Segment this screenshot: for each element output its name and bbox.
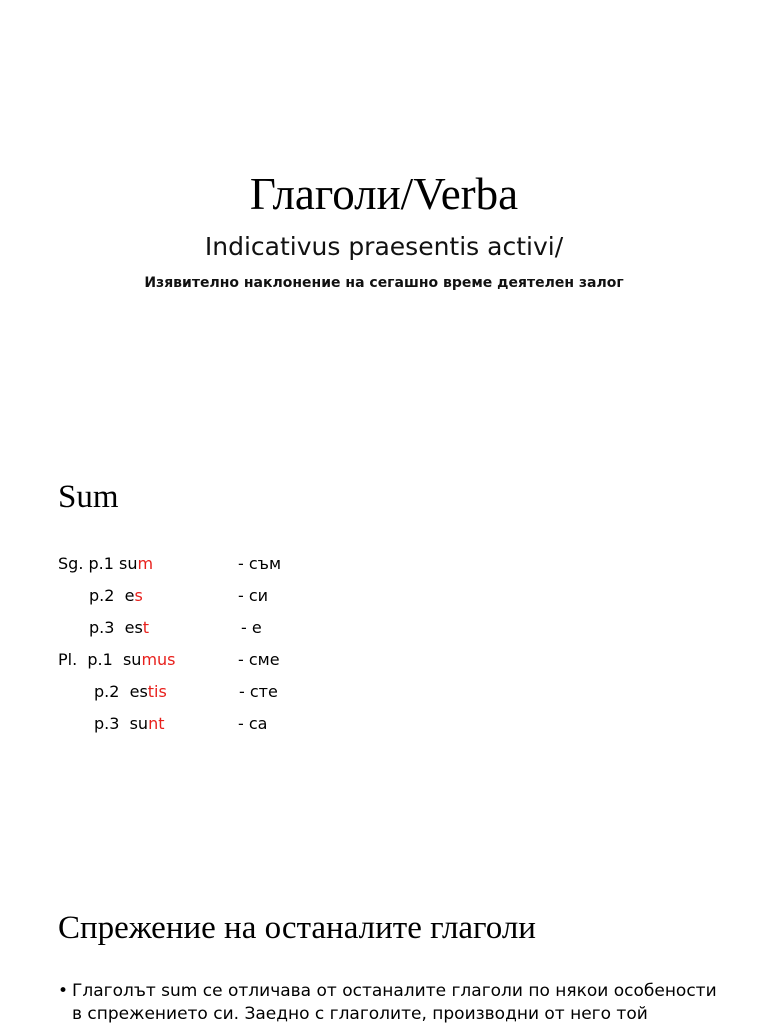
- verb-ending: mus: [141, 650, 176, 669]
- bullet-icon: •: [58, 981, 69, 1001]
- translation: - е: [241, 618, 262, 637]
- verb-form: p.3 sunt: [94, 714, 165, 733]
- sum-slide: [0, 445, 768, 845]
- conjugation-slide: [0, 850, 768, 1024]
- verb-ending: nt: [148, 714, 165, 733]
- translation: - си: [238, 586, 269, 605]
- sum-heading: Sum: [58, 479, 119, 515]
- bullet-item: [58, 980, 748, 1003]
- slide-title: Глаголи/Verba: [249, 169, 519, 219]
- bullet-continuation: [58, 1003, 748, 1024]
- title-slide: [0, 0, 768, 440]
- verb-form: p.3 est: [89, 618, 150, 637]
- translation: - са: [238, 714, 268, 733]
- translation: - съм: [238, 554, 282, 573]
- verb-form: Sg. p.1 sum: [58, 554, 154, 573]
- bullet-text-line: в спрежението си. Заедно с глаголите, производни от него той: [72, 1004, 648, 1024]
- verb-ending: t: [142, 618, 150, 637]
- verb-form: p.2 es: [89, 586, 143, 605]
- slide-subtitle: Indicativus praesentis activi/: [204, 232, 564, 261]
- bullet-paragraph: [58, 980, 748, 1024]
- conjugation-heading: Спрежение на останалите глаголи: [58, 910, 536, 946]
- verb-ending: m: [137, 554, 154, 573]
- verb-form: Pl. p.1 sumus: [58, 650, 176, 669]
- verb-ending: tis: [147, 682, 167, 701]
- translation: - сме: [238, 650, 280, 669]
- bullet-text-line: Глаголът sum се отличава от останалите глаголи по някои особености: [72, 981, 717, 1001]
- verb-form: p.2 estis: [94, 682, 167, 701]
- verb-ending: s: [134, 586, 143, 605]
- slide-subtitle-translation: Изявително наклонение на сегашно време деятелен залог: [144, 275, 624, 291]
- translation: - сте: [239, 682, 278, 701]
